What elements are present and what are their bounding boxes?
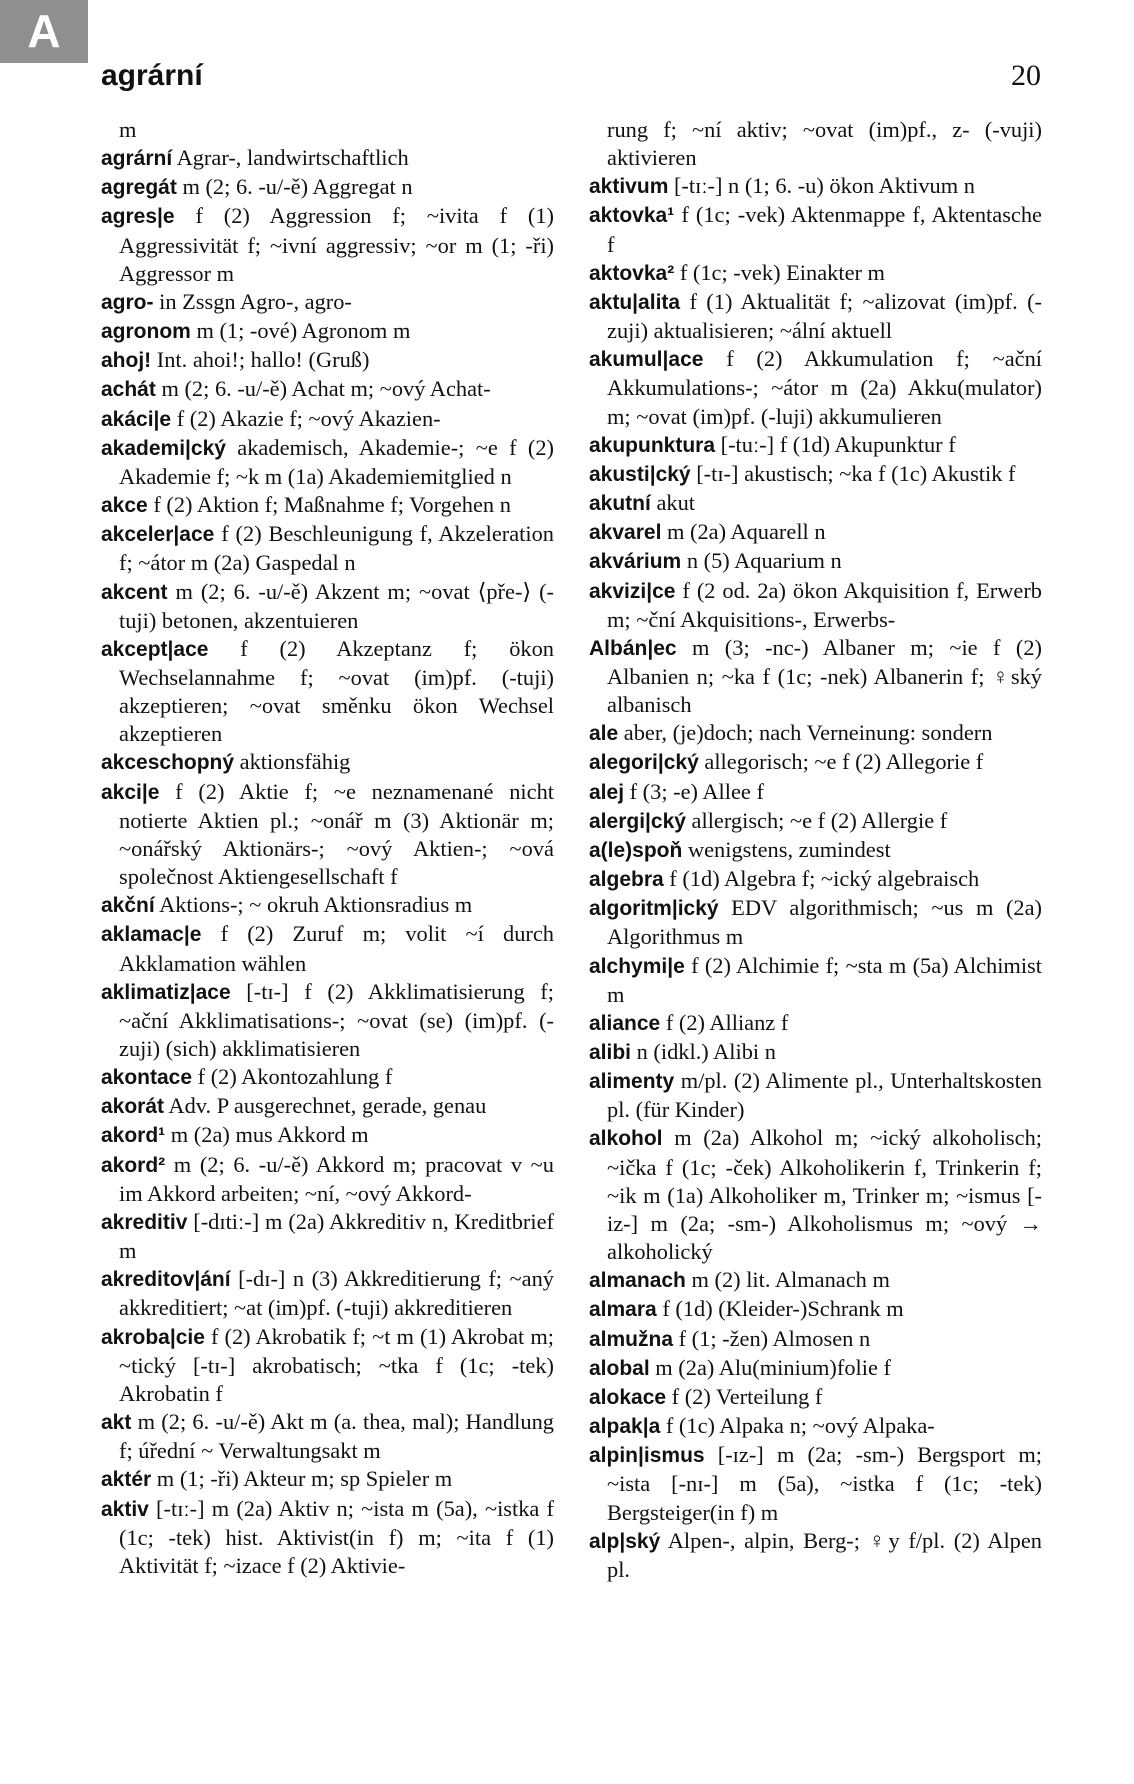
entry-text: m (2) lit. Almanach m (685, 1267, 890, 1293)
entry-headword: agres|e (101, 205, 175, 229)
entry-headword: almanach (589, 1269, 686, 1293)
entry-headword: agrární (101, 147, 173, 171)
entry-headword: aklamac|e (101, 923, 202, 947)
dictionary-entry (589, 547, 1042, 576)
entry-headword: akademi|cký (101, 436, 226, 460)
entry-headword: akční (101, 894, 155, 918)
dictionary-entry (589, 1067, 1042, 1124)
dictionary-entry (101, 891, 554, 920)
entry-headword: akorát (101, 1095, 165, 1119)
dictionary-entry (589, 1354, 1042, 1383)
entry-text: in Zssgn Agro-, agro- (153, 288, 352, 314)
dictionary-entry (101, 978, 554, 1063)
entry-text: f (1c; -vek) Einakter m (674, 259, 885, 285)
dictionary-entry (101, 1208, 554, 1265)
dictionary-entry (589, 1009, 1042, 1038)
entry-text: m (2; 6. -u/-ě) Aggregat n (176, 174, 413, 200)
entry-headword: akord¹ (101, 1124, 166, 1148)
dictionary-entry (589, 577, 1042, 634)
entry-headword: alchymi|e (589, 954, 685, 978)
dictionary-entry (589, 1038, 1042, 1067)
dictionary-entry (589, 489, 1042, 518)
entry-headword: akvárium (589, 550, 682, 574)
entry-text: [-tɪː-] m (2a) Aktiv n; ~ista m (5a), ~istka f (1c; -tek) hist. Aktivist(in f) m; ~ita f (1) Aktivität f; ~izace f (2) Aktivie- (119, 1495, 554, 1578)
entry-headword: agronom (101, 320, 191, 344)
entry-headword: alej (589, 780, 625, 804)
dictionary-entry (101, 1323, 554, 1408)
entry-headword: akáci|e (101, 407, 172, 431)
right-column (589, 116, 1042, 1584)
entry-headword: a(le)spoň (589, 838, 683, 862)
dictionary-entry (589, 345, 1042, 430)
entry-text: f (2) Beschleunigung f, Akzeleration f; ~átor m (2a) Gaspedal n (119, 521, 554, 576)
entry-text: f (1c) Alpaka n; ~ový Alpaka- (660, 1413, 935, 1439)
dictionary-entry (589, 865, 1042, 894)
dictionary-entry (101, 1408, 554, 1465)
dictionary-entry (101, 635, 554, 749)
dictionary-entry (101, 346, 554, 375)
entry-text: m (2a) Alu(minium)folie f (649, 1354, 891, 1380)
entry-headword: akutní (589, 492, 651, 516)
entry-text: m (3; -nc-) Albaner m; ~ie f (2) Albanien n; ~ka f (1c; -nek) Albanerin f; ♀ský albanisch (607, 634, 1042, 718)
entry-headword: almara (589, 1298, 657, 1322)
dictionary-entry (101, 778, 554, 892)
entry-headword: akupunktura (589, 433, 716, 457)
entry-text: [-dɪtiː-] m (2a) Akkreditiv n, Kreditbrief m (119, 1208, 554, 1264)
entry-headword: akroba|cie (101, 1325, 205, 1349)
running-headword: agrární (101, 59, 203, 92)
dictionary-entry (101, 375, 554, 404)
entry-headword: aktiv (101, 1497, 149, 1521)
entry-text: allegorisch; ~e f (2) Allegorie f (698, 749, 984, 775)
entry-text: f (2) Allianz f (660, 1009, 789, 1035)
dictionary-entry (101, 202, 554, 287)
entry-text: wenigstens, zumindest (682, 836, 891, 862)
dictionary-entry (589, 719, 1042, 748)
dictionary-entry (101, 405, 554, 434)
dictionary-entry (101, 578, 554, 635)
entry-text: f (2) Akzeptanz f; ökon Wechselannahme f; ~ovat (im)pf. (-tuji) akzeptieren; ~ovat směnku ökon Wechsel akzeptieren (119, 635, 554, 747)
dictionary-entry (589, 431, 1042, 460)
entry-text: f (2) Akrobatik f; ~t m (1) Akrobat m; ~tický [-tɪ-] akrobatisch; ~tka f (1c; -tek) Akrobatin f (119, 1323, 554, 1406)
entry-headword: akvarel (589, 521, 662, 545)
entry-text: rung f; ~ní aktiv; ~ovat (im)pf., z- (-vuji) aktivieren (607, 117, 1042, 171)
dictionary-entry (589, 259, 1042, 288)
entry-text: aber, (je)doch; nach Verneinung: sondern (618, 720, 993, 746)
dictionary-entry (589, 460, 1042, 489)
entry-text: m (2a) Aquarell n (661, 519, 826, 545)
dictionary-entry (101, 491, 554, 520)
entry-text: m (2; 6. -u/-ě) Akzent m; ~ovat ⟨pře-⟩ (-tuji) betonen, akzentuieren (119, 578, 554, 633)
entry-text: [-tɪː-] n (1; 6. -u) ökon Aktivum n (668, 173, 975, 199)
entry-text: [-tɪ-] akustisch; ~ka f (1c) Akustik f (690, 460, 1016, 486)
dictionary-entry (101, 144, 554, 173)
entry-text: m (2a) Alkohol m; ~ický alkoholisch; ~ička f (1c; -ček) Alkoholikerin f, Trinkerin f; ~ik m (1a) Alkoholiker m, Trinker m; ~ismus [-iz-] m (2a; -sm-) Alkoholismus m; ~ový → alkoholický (607, 1125, 1042, 1265)
dictionary-entry (101, 748, 554, 777)
dictionary-entry (101, 1121, 554, 1150)
entry-headword: alimenty (589, 1070, 675, 1094)
entry-text: Aktions-; ~ okruh Aktionsradius m (154, 892, 473, 918)
dictionary-entry (589, 634, 1042, 719)
entry-text: m (2; 6. -u/-ě) Achat m; ~ový Achat- (155, 376, 491, 402)
entry-headword: alpin|ismus (589, 1444, 705, 1468)
entry-text: n (5) Aquarium n (681, 548, 842, 574)
entry-text: f (2) Zuruf m; volit ~í durch Akklamation wählen (119, 921, 554, 976)
entry-text: akut (650, 490, 695, 516)
entry-text: f (2 od. 2a) ökon Akquisition f, Erwerb m; ~ční Akquisitions-, Erwerbs- (607, 577, 1042, 632)
entry-headword: akusti|cký (589, 462, 691, 486)
dictionary-entry (101, 434, 554, 491)
entry-text: f (2) Akazie f; ~ový Akazien- (171, 405, 441, 431)
entry-text: m (2a) mus Akkord m (165, 1122, 369, 1148)
entry-text: m/pl. (2) Alimente pl., Unterhaltskosten pl. (für Kinder) (607, 1068, 1042, 1123)
entry-headword: alergi|cký (589, 809, 686, 833)
dictionary-entry (589, 288, 1042, 345)
entry-text: [-ɪz-] m (2a; -sm-) Bergsport m; ~ista [-nɪ-] m (5a), ~istka f (1c; -tek) Bergsteiger(in f) m (607, 1442, 1042, 1525)
dictionary-entry (589, 748, 1042, 777)
dictionary-entry (589, 1441, 1042, 1526)
entry-headword: alegori|cký (589, 751, 699, 775)
entry-headword: aktovka¹ (589, 204, 675, 228)
entry-text: m (2; 6. -u/-ě) Akkord m; pracovat v ~u im Akkord arbeiten; ~ní, ~ový Akkord- (119, 1151, 554, 1206)
dictionary-entry (589, 894, 1042, 951)
dictionary-entry (589, 1325, 1042, 1354)
entry-headword: alpak|a (589, 1415, 661, 1439)
dictionary-entry (589, 1124, 1042, 1266)
entry-headword: alobal (589, 1356, 650, 1380)
entry-headword: akontace (101, 1066, 193, 1090)
entry-text: f (1d) Algebra f; ~ický algebraisch (663, 866, 980, 892)
entry-headword: ahoj! (101, 349, 152, 373)
dictionary-entry (589, 116, 1042, 172)
entry-text: f (2) Verteilung f (666, 1383, 823, 1409)
page-number: 20 (1011, 59, 1041, 92)
entry-text: m (1; -ři) Akteur m; sp Spieler m (151, 1466, 453, 1492)
entry-text: f (1; -žen) Almosen n (673, 1325, 871, 1351)
dictionary-entry (589, 1266, 1042, 1295)
entry-headword: achát (101, 378, 156, 402)
entry-headword: aktu|alita (589, 290, 681, 314)
entry-text: f (2) Aktie f; ~e neznamenané nicht notierte Aktien pl.; ~onář m (3) Aktionär m; ~onářský Aktionärs-; ~ový Aktien-; ~ová společnost Aktiengesellschaft f (119, 778, 554, 890)
dictionary-entry (589, 1295, 1042, 1324)
entry-headword: alokace (589, 1385, 667, 1409)
entry-headword: algebra (589, 868, 664, 892)
dictionary-entry (589, 778, 1042, 807)
entry-headword: akreditov|ání (101, 1268, 231, 1292)
entry-text: Adv. P ausgerechnet, gerade, genau (164, 1093, 487, 1119)
entry-headword: alkohol (589, 1127, 663, 1151)
dictionary-entry (101, 288, 554, 317)
entry-text: Int. ahoi!; hallo! (Gruß) (151, 347, 370, 373)
dictionary-entry (101, 520, 554, 577)
entry-text: f (2) Alchimie f; ~sta m (5a) Alchimist m (607, 952, 1042, 1007)
entry-headword: aktér (101, 1468, 152, 1492)
entry-text: f (1) Aktualität f; ~alizovat (im)pf. (-zuji) aktualisieren; ~ální aktuell (607, 288, 1042, 344)
dictionary-entry (101, 1063, 554, 1092)
entry-headword: alibi (589, 1041, 632, 1064)
entry-headword: aktivum (589, 175, 669, 199)
entry-headword: akcent (101, 580, 168, 604)
entry-headword: ale (589, 722, 619, 746)
entry-text: f (1d) (Kleider-)Schrank m (656, 1296, 904, 1322)
dictionary-entry (101, 173, 554, 202)
dictionary-entry (589, 1527, 1042, 1584)
dictionary-entry (101, 116, 554, 144)
entry-text: [-dɪ-] n (3) Akkreditierung f; ~aný akkreditiert; ~at (im)pf. (-tuji) akkreditieren (119, 1266, 554, 1321)
dictionary-entry (101, 1495, 554, 1580)
entry-text: f (2) Akontozahlung f (192, 1064, 393, 1090)
dictionary-entry (101, 1465, 554, 1494)
entry-headword: agro- (101, 290, 154, 314)
entry-text: allergisch; ~e f (2) Allergie f (685, 807, 948, 833)
entry-text: m (119, 117, 137, 142)
entry-text: f (3; -e) Allee f (624, 778, 764, 804)
entry-text: [-tuː-] f (1d) Akupunktur f (715, 431, 956, 457)
entry-headword: aliance (589, 1011, 661, 1035)
dictionary-entry (101, 317, 554, 346)
entry-headword: akvizi|ce (589, 579, 676, 603)
entry-text: Alpen-, alpin, Berg-; ♀y f/pl. (2) Alpen pl. (607, 1527, 1042, 1582)
entry-headword: almužna (589, 1327, 674, 1351)
left-column (101, 116, 554, 1580)
entry-headword: akcept|ace (101, 637, 209, 661)
dictionary-entry (589, 836, 1042, 865)
entry-text: f (2) Aggression f; ~ivita f (1) Aggressivität f; ~ivní aggressiv; ~or m (1; -ři) Aggressor m (119, 203, 554, 286)
entry-text: f (2) Akkumulation f; ~ační Akkumulations-; ~átor m (2a) Akku(mulator) m; ~ovat (im)pf. (-luji) akkumulieren (607, 346, 1042, 429)
dictionary-entry (589, 172, 1042, 201)
entry-headword: akceler|ace (101, 523, 215, 547)
entry-text: EDV algorithmisch; ~us m (2a) Algorithmus m (607, 895, 1042, 950)
dictionary-entry (589, 952, 1042, 1009)
dictionary-entry (101, 1265, 554, 1322)
dictionary-entry (589, 201, 1042, 258)
entry-text: aktionsfähig (234, 749, 351, 775)
dictionary-entry (589, 1412, 1042, 1441)
entry-headword: akci|e (101, 780, 160, 804)
entry-text: m (2; 6. -u/-ě) Akt m (a. thea, mal); Handlung f; úřední ~ Verwaltungsakt m (119, 1409, 554, 1464)
entry-headword: akceschopný (101, 751, 235, 775)
entry-text: f (2) Aktion f; Maßnahme f; Vorgehen n (147, 492, 511, 518)
entry-headword: aklimatiz|ace (101, 980, 231, 1004)
entry-text: m (1; -ové) Agronom m (190, 318, 411, 344)
entry-headword: agregát (101, 176, 177, 200)
entry-headword: akce (101, 494, 148, 518)
dictionary-entry (589, 1383, 1042, 1412)
entry-text: akademisch, Akademie-; ~e f (2) Akademie f; ~k m (1a) Akademiemitglied n (119, 434, 554, 489)
entry-text: f (1c; -vek) Aktenmappe f, Aktentasche f (607, 202, 1042, 257)
letter-tab: A (0, 0, 88, 63)
dictionary-entry (589, 807, 1042, 836)
dictionary-entry (589, 518, 1042, 547)
entry-headword: akreditiv (101, 1210, 188, 1234)
entry-headword: alp|ský (589, 1529, 661, 1553)
dictionary-entry (101, 1092, 554, 1121)
entry-headword: akumul|ace (589, 348, 704, 372)
dictionary-entry (101, 920, 554, 977)
entry-text: n (idkl.) Alibi n (631, 1039, 776, 1064)
entry-headword: Albán|ec (589, 636, 677, 660)
entry-headword: akt (101, 1411, 132, 1435)
entry-text: Agrar-, landwirtschaftlich (172, 145, 409, 171)
entry-headword: akord² (101, 1153, 166, 1177)
entry-headword: aktovka² (589, 261, 675, 285)
entry-headword: algoritm|ický (589, 897, 719, 921)
dictionary-entry (101, 1151, 554, 1208)
entry-text: [-tɪ-] f (2) Akklimatisierung f; ~ační Akklimatisations-; ~ovat (se) (im)pf. (-zuji) (sich) akklimatisieren (119, 978, 554, 1061)
